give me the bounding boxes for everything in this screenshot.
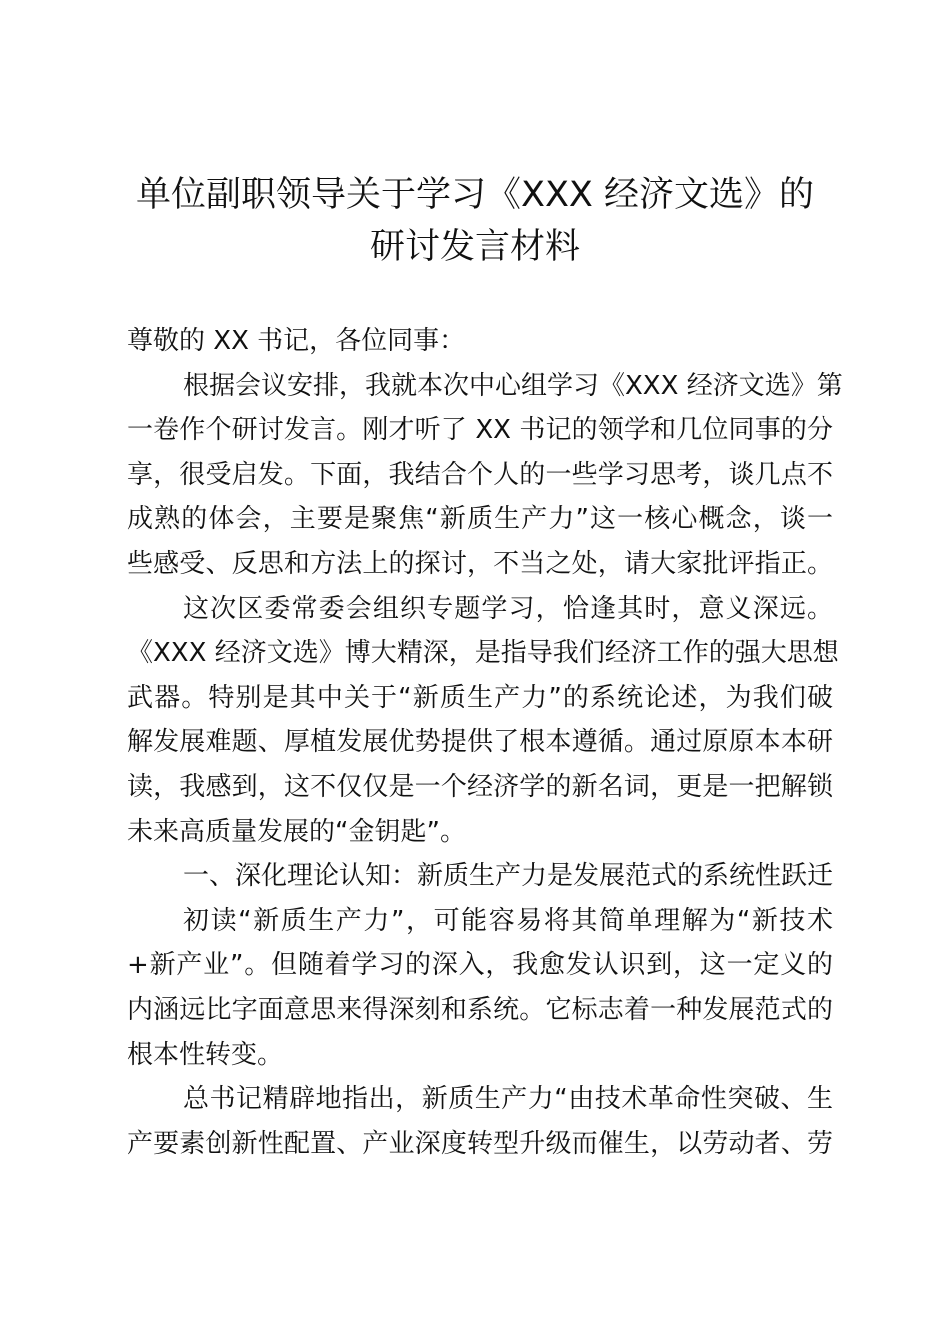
paragraph-definition	[127, 899, 833, 1077]
paragraph-line: +新产业”。但随着学习的深入，我愈发认识到，这一定义的	[127, 950, 833, 981]
paragraph-line: 内涵远比字面意思来得深刻和系统。它标志着一种发展范式的	[127, 994, 833, 1025]
salutation: 尊敬的 XX 书记，各位同事：	[127, 326, 466, 356]
document-title-line-1: 单位副职领导关于学习《XXX 经济文选》的	[135, 175, 815, 215]
paragraph-quote	[127, 1077, 833, 1166]
paragraph-line: 解发展难题、厚植发展优势提供了根本遵循。通过原原本本研	[127, 727, 833, 758]
paragraph-line: 一、深化理论认知：新质生产力是发展范式的系统性跃迁	[183, 861, 834, 892]
paragraph-line: 未来高质量发展的“金钥匙”。	[127, 816, 466, 847]
paragraph-line: 这次区委常委会组织专题学习，恰逢其时，意义深远。	[183, 593, 833, 624]
paragraph-line: 读，我感到，这不仅仅是一个经济学的新名词，更是一把解锁	[127, 771, 833, 802]
section-heading-1	[127, 854, 833, 899]
paragraph-line: 根据会议安排，我就本次中心组学习《XXX 经济文选》第	[183, 370, 843, 401]
paragraph-line: 产要素创新性配置、产业深度转型升级而催生，以劳动者、劳	[127, 1128, 833, 1159]
paragraph-line: 成熟的体会，主要是聚焦“新质生产力”这一核心概念，谈一	[127, 504, 833, 535]
paragraph-line: 武器。特别是其中关于“新质生产力”的系统论述，为我们破	[127, 682, 833, 713]
paragraph-line: 一卷作个研讨发言。刚才听了 XX 书记的领学和几位同事的分	[127, 415, 833, 446]
paragraph-line: 享，很受启发。下面，我结合个人的一些学习思考，谈几点不	[127, 459, 833, 490]
paragraph-intro	[127, 364, 843, 587]
paragraph-line: 总书记精辟地指出，新质生产力“由技术革命性突破、生	[183, 1084, 833, 1115]
paragraph-line: 根本性转变。	[127, 1039, 284, 1070]
document-body	[127, 319, 843, 1166]
paragraph-line: 《XXX 经济文选》博大精深，是指导我们经济工作的强大思想	[127, 638, 839, 669]
paragraph-context	[127, 587, 839, 855]
document-title-line-2: 研讨发言材料	[369, 227, 580, 267]
paragraph-line: 些感受、反思和方法上的探讨，不当之处，请大家批评指正。	[127, 548, 833, 579]
paragraph-line: 初读“新质生产力”，可能容易将其简单理解为“新技术	[183, 905, 833, 936]
